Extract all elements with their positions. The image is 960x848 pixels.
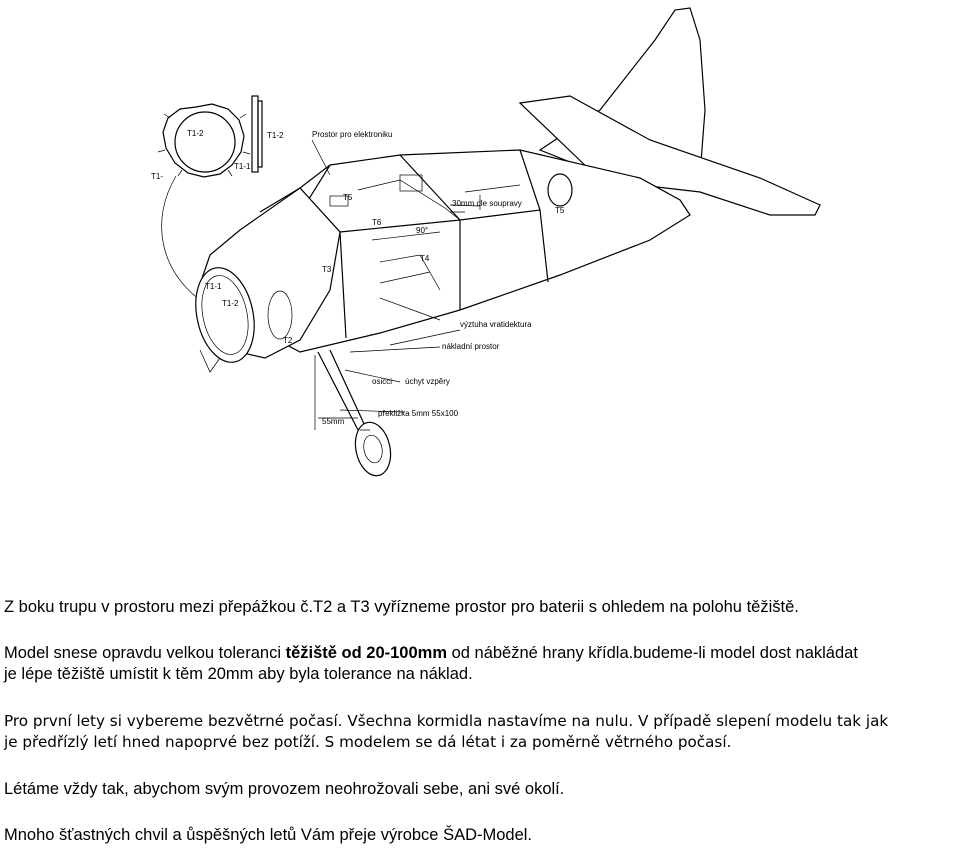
cog-line-2: je lépe těžiště umístit k těm 20mm aby byla tolerance na náklad. <box>4 664 473 683</box>
label-t11-nose: T1-1 <box>205 282 222 291</box>
label-osicka: osicci <box>372 377 393 386</box>
label-t5-tail: T5 <box>555 206 565 215</box>
label-t5-top: T5 <box>343 193 353 202</box>
label-nakladni-prostor: nákladní prostor <box>442 342 500 351</box>
label-prostor-elektroniku: Prostor pro elektroniku <box>312 130 393 139</box>
label-uchyt: úchyt vzpěry <box>405 377 450 386</box>
label-t12-strip: T1-2 <box>267 131 284 140</box>
label-t3: T3 <box>322 265 332 274</box>
label-90deg: 90° <box>416 226 429 235</box>
label-t11-ring: T1-1 <box>234 162 251 171</box>
paragraph-battery: Z boku trupu v prostoru mezi přepážkou č.T2 a T3 vyřízneme prostor pro baterii s ohledem na polohu těžiště. <box>4 598 799 616</box>
label-t2: T2 <box>283 336 293 345</box>
label-55mm: 55mm <box>322 417 345 426</box>
label-preklizka: překližka 5mm 55x100 <box>378 409 459 418</box>
paragraph-safety: Létáme vždy tak, abychom svým provozem neohrožovali sebe, ani své okolí. <box>4 780 565 798</box>
paragraph-center-of-gravity <box>4 643 958 684</box>
paragraph-greeting: Mnoho šťastných chvil a ůspěšných letů Vám přeje výrobce ŠAD-Model. <box>4 826 533 844</box>
label-vyztuha: výztuha vratidektura <box>460 320 532 329</box>
label-t12-ring: T1-2 <box>187 129 204 138</box>
label-t6: T6 <box>372 218 382 227</box>
first-flights-line-2: je předřízlý letí hned napoprvé bez potíží. S modelem se dá létat i za poměrně větrného počasí. <box>4 732 732 751</box>
cog-line-1: Model snese opravdu velkou toleranci těžiště od 20-100mm od náběžné hrany křídla.budeme-li model dost nakládat <box>4 644 858 662</box>
label-t12-nose: T1-2 <box>222 299 239 308</box>
strip-detail <box>252 96 258 172</box>
label-t1-ring: T1- <box>151 172 163 181</box>
label-dle-soupravy: 30mm dle soupravy <box>452 199 522 208</box>
label-t4: T4 <box>420 254 430 263</box>
paragraph-first-flights <box>4 711 958 752</box>
first-flights-line-1: Pro první lety si vybereme bezvětrné počasí. Všechna kormidla nastavíme na nulu. V případě slepení modelu tak jak <box>4 712 889 730</box>
cog-range-emphasis: těžiště od 20-100mm <box>285 644 447 662</box>
